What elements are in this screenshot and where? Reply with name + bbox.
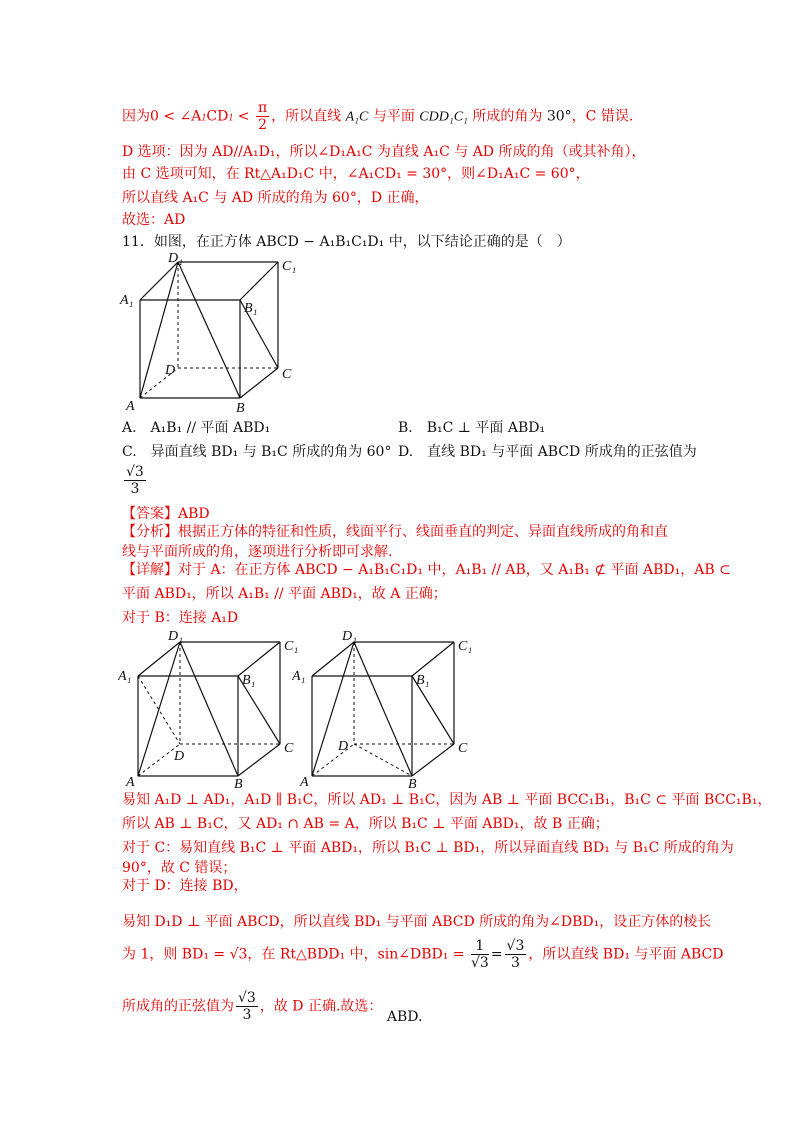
label-B1: B₁ <box>416 673 430 688</box>
analysis-2: 线与平面所成的角，逐项进行分析即可求解. <box>122 544 393 560</box>
fraction-sqrt3-over-3: $\frac{√3}{3}$ <box>238 990 256 1023</box>
line-2: D 选项：因为 AD//A₁D₁，所以∠D₁A₁C 为直线 A₁C 与 AD 所成的角（或其补角）， <box>122 144 646 160</box>
analysis-1: 【分析】根据正方体的特征和性质，线面平行、线面垂直的判定、异面直线所成的角和直 <box>122 524 668 540</box>
label-A: A <box>300 775 309 790</box>
text: ，所以直线 BD₁ 与平面 ABCD <box>528 946 724 963</box>
text: ，C 错误. <box>571 108 634 125</box>
label-A1: A₁ <box>118 669 132 684</box>
math: 30° <box>546 108 572 125</box>
label-A: A <box>126 775 135 790</box>
label-C: C <box>282 367 292 382</box>
line-1: 因为0 < ∠A1CD1 < $\frac{\pi}{2}$ ，所以直线 A₁C 与平面 CDD₁C₁ 所成的角为 30°，C 错误. <box>122 100 634 133</box>
label-D: D <box>174 749 185 764</box>
question-11: 11．如图，在正方体 ABCD − A₁B₁C₁D₁ 中，以下结论正确的是（ ） <box>122 234 571 250</box>
detail-8: 对于 D：连接 BD， <box>122 878 248 894</box>
text: 所成角的正弦值为 <box>122 998 234 1015</box>
option-c: C. 异面直线 BD₁ 与 B₁C 所成的角为 60° <box>122 444 392 460</box>
detail-1: 【详解】对于 A：在正方体 ABCD − A₁B₁C₁D₁ 中，A₁B₁ // AB，又 A₁B₁ ⊄ 平面 ABD₁，AB ⊂ <box>122 562 731 578</box>
label-C1: C₁ <box>282 259 297 274</box>
detail-10: 为 1，则 BD₁ = √3，在 Rt△BDD₁ 中，sin∠DBD₁ = $\frac{1}{√3}$ = $\frac{√3}{3}$ ，所以直线 BD₁ 与平面 ABCD <box>122 938 724 971</box>
edge-BC <box>240 368 278 398</box>
label-B1: B₁ <box>242 673 256 688</box>
text: 因为0 < ∠A <box>122 108 202 125</box>
answer: 【答案】ABD <box>122 506 210 522</box>
label-D1: D₁ <box>168 629 183 644</box>
edge-C1B1 <box>240 262 278 300</box>
line-3: 由 C 选项可知，在 Rt△A₁D₁C 中，∠A₁CD₁ = 30°，则∠D₁A₁C = 60°， <box>122 166 590 182</box>
label-A1: A₁ <box>292 669 306 684</box>
option-a: A. A₁B₁ // 平面 ABD₁ <box>122 420 271 436</box>
text: ，所以直线 <box>271 108 342 125</box>
segment-BD <box>354 744 412 776</box>
option-d-fraction: $\frac{√3}{3}$ <box>126 464 144 497</box>
detail-5: 所以 AB ⊥ B₁C，又 AD₁ ∩ AB = A，所以 B₁C ⊥ 平面 ABD₁，故 B 正确； <box>122 816 609 832</box>
label-A1: A₁ <box>120 293 134 308</box>
detail-3: 对于 B：连接 A₁D <box>122 610 239 626</box>
final-answer: ABD. <box>386 1008 423 1025</box>
detail-7: 90°，故 C 错误； <box>122 860 237 876</box>
line-5: 故选：AD <box>122 212 186 228</box>
text: < <box>233 108 254 125</box>
option-d: D. 直线 BD₁ 与平面 ABCD 所成角的正弦值为 <box>398 444 697 460</box>
text: 与平面 <box>372 108 415 125</box>
label-D: D <box>165 363 176 378</box>
option-b: B. B₁C ⊥ 平面 ABD₁ <box>398 420 546 436</box>
math: A₁C <box>345 109 369 125</box>
cube-figure-1 <box>118 250 303 415</box>
label-D1: D₁ <box>342 629 357 644</box>
detail-4: 易知 A₁D ⊥ AD₁，A₁D ∥ B₁C，所以 AD₁ ⊥ B₁C，因为 AB ⊥ 平面 BCC₁B₁，B₁C ⊂ 平面 BCC₁B₁， <box>122 792 772 808</box>
label-D1: D₁ <box>168 251 183 266</box>
text: 为 1，则 BD₁ = √3，在 Rt△BDD₁ 中，sin∠DBD₁ = <box>122 946 465 963</box>
label-B: B <box>236 401 245 415</box>
fraction-sqrt3-over-3: $\frac{√3}{3}$ <box>506 938 525 971</box>
cube-figure-3 <box>292 626 482 790</box>
label-C: C <box>458 741 468 756</box>
segment-BD1 <box>178 262 240 398</box>
label-A: A <box>126 399 135 414</box>
math: CDD₁C₁ <box>419 109 468 125</box>
label-C: C <box>284 741 294 756</box>
detail-2: 平面 ABD₁，所以 A₁B₁ // 平面 ABD₁，故 A 正确； <box>122 586 447 602</box>
text: 所成的角为 <box>472 108 543 125</box>
detail-9: 易知 D₁D ⊥ 平面 ABCD，所以直线 BD₁ 与平面 ABCD 所成的角为∠DBD₁，设正方体的棱长 <box>122 914 712 930</box>
detail-6: 对于 C：易知直线 B₁C ⊥ 平面 ABD₁，所以 B₁C ⊥ BD₁，所以异面直线 BD₁ 与 B₁C 所成的角为 <box>122 840 734 856</box>
label-C1: C₁ <box>284 639 299 654</box>
fraction-1-over-sqrt3: $\frac{1}{√3}$ <box>470 938 489 971</box>
label-D: D <box>338 739 349 754</box>
text: ，故 D 正确.故选： <box>259 998 383 1015</box>
label-B1: B₁ <box>244 301 258 316</box>
cube-figure-2 <box>118 626 308 790</box>
label-B: B <box>408 777 417 790</box>
fraction-pi-2: $\frac{\pi}{2}$ <box>257 100 268 133</box>
label-B: B <box>234 777 243 790</box>
label-C1: C₁ <box>458 639 473 654</box>
text: CD <box>206 108 229 125</box>
detail-11 <box>122 990 422 1023</box>
line-4: 所以直线 A₁C 与 AD 所成的角为 60°，D 正确， <box>122 190 429 206</box>
